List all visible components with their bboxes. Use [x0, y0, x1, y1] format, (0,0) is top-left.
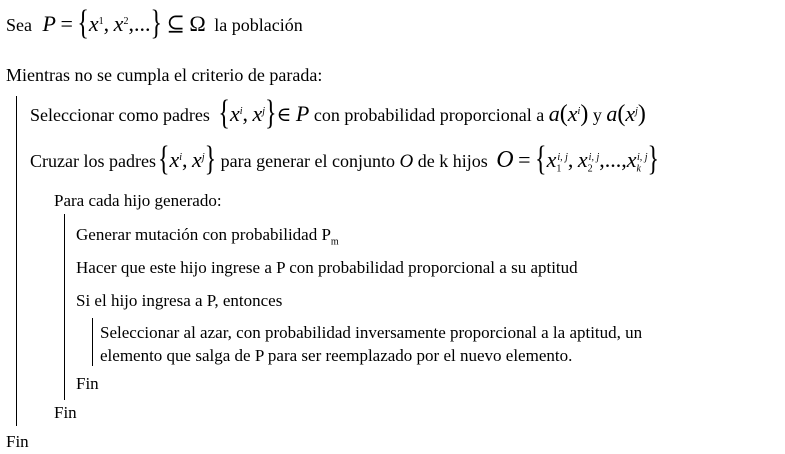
xi: x	[229, 101, 240, 126]
text-sea: Sea	[6, 15, 32, 35]
a2: a	[606, 101, 618, 126]
text-prob: con probabilidad proporcional a	[313, 105, 545, 125]
fin-while: Fin	[6, 432, 29, 451]
i-sup: i	[179, 152, 183, 163]
x2-sup: 2	[123, 16, 129, 27]
xj: x	[192, 147, 202, 172]
xa1: x	[567, 101, 578, 126]
select-parents-line: Seleccionar como padres {$x^i$, $x^j\}\in$ P con probabilidad proporcional a $a(x^i)$ y $a(x^j)$	[30, 95, 646, 133]
text-generar: para generar el conjunto	[220, 151, 396, 171]
ijk: i, j	[636, 152, 648, 163]
text-poblacion: la población	[214, 15, 303, 35]
j-sup: j	[201, 152, 205, 163]
dots: ,...,	[599, 147, 627, 172]
comma: ,	[103, 11, 110, 36]
x1-sup: 1	[98, 16, 104, 27]
i-sup: i	[239, 106, 243, 117]
right-brace: }	[150, 5, 162, 43]
loop-bar	[16, 96, 17, 426]
element-line: elemento que salga de P para ser reemplazado por el nuevo elemento.	[100, 346, 573, 365]
sub2: 2	[587, 163, 593, 175]
while-line: Mientras no se cumpla el criterio de parada:	[6, 65, 323, 85]
symbol-eq: =	[60, 11, 73, 36]
text-cruzar: Cruzar los padres	[30, 151, 156, 171]
symbol-O: O	[399, 151, 414, 172]
right-brace: }	[265, 95, 277, 133]
ij2: i, j	[588, 152, 600, 163]
enter-line: Hacer que este hijo ingrese a P con probabilidad proporcional a su aptitud	[76, 258, 578, 277]
x1: x	[546, 147, 557, 172]
in-symbol: ∈	[276, 104, 292, 126]
left-brace: {	[218, 95, 230, 133]
x1: x	[88, 11, 99, 36]
ij1: i, j	[557, 152, 568, 163]
text-k-hijos: de k hijos	[417, 151, 488, 171]
xj: x	[252, 101, 263, 126]
ia1: i	[577, 106, 581, 117]
x2: x	[577, 147, 588, 172]
dots: ,...	[128, 11, 151, 36]
xi: x	[169, 147, 180, 172]
select-random-line: Seleccionar al azar, con probabilidad inversamente proporcional a la aptitud, un	[100, 323, 643, 342]
eq: =	[518, 147, 531, 172]
sub1: 1	[556, 163, 562, 175]
population-line	[6, 5, 303, 43]
if-bar	[92, 318, 93, 366]
subk: k	[636, 163, 641, 175]
mutation-text: Generar mutación con probabilidad P	[76, 225, 331, 244]
symbol-P: P	[42, 11, 56, 36]
text-y: y	[592, 105, 602, 125]
symbol-P: P	[295, 101, 310, 126]
for-each-line: Para cada hijo generado:	[54, 191, 222, 210]
x2: x	[113, 11, 124, 36]
a1: a	[548, 101, 560, 126]
j-sup: j	[262, 106, 266, 117]
subset-symbol: ⊆	[166, 11, 185, 36]
mutation-line	[76, 226, 339, 247]
left-brace: {	[77, 5, 89, 43]
xk: x	[626, 147, 637, 172]
symbol-O2: O	[496, 147, 514, 173]
fin-if: Fin	[76, 374, 99, 393]
fin-for: Fin	[54, 403, 77, 422]
omega-symbol: Ω	[189, 11, 206, 36]
ja2: j	[635, 106, 638, 117]
if-line: Si el hijo ingresa a P, entonces	[76, 291, 283, 310]
xa2: x	[625, 101, 636, 126]
for-bar	[64, 214, 65, 400]
crossover-line: Cruzar los $padres\{x^i$, $x^j$} para generar el conjunto O de k hijos $O = \{x_1^{i, j}$, $x_2^{i, j},...,x_k^{i, j}$}	[30, 141, 660, 179]
text-select: Seleccionar como padres	[30, 105, 210, 125]
mutation-sub: m	[330, 236, 339, 248]
